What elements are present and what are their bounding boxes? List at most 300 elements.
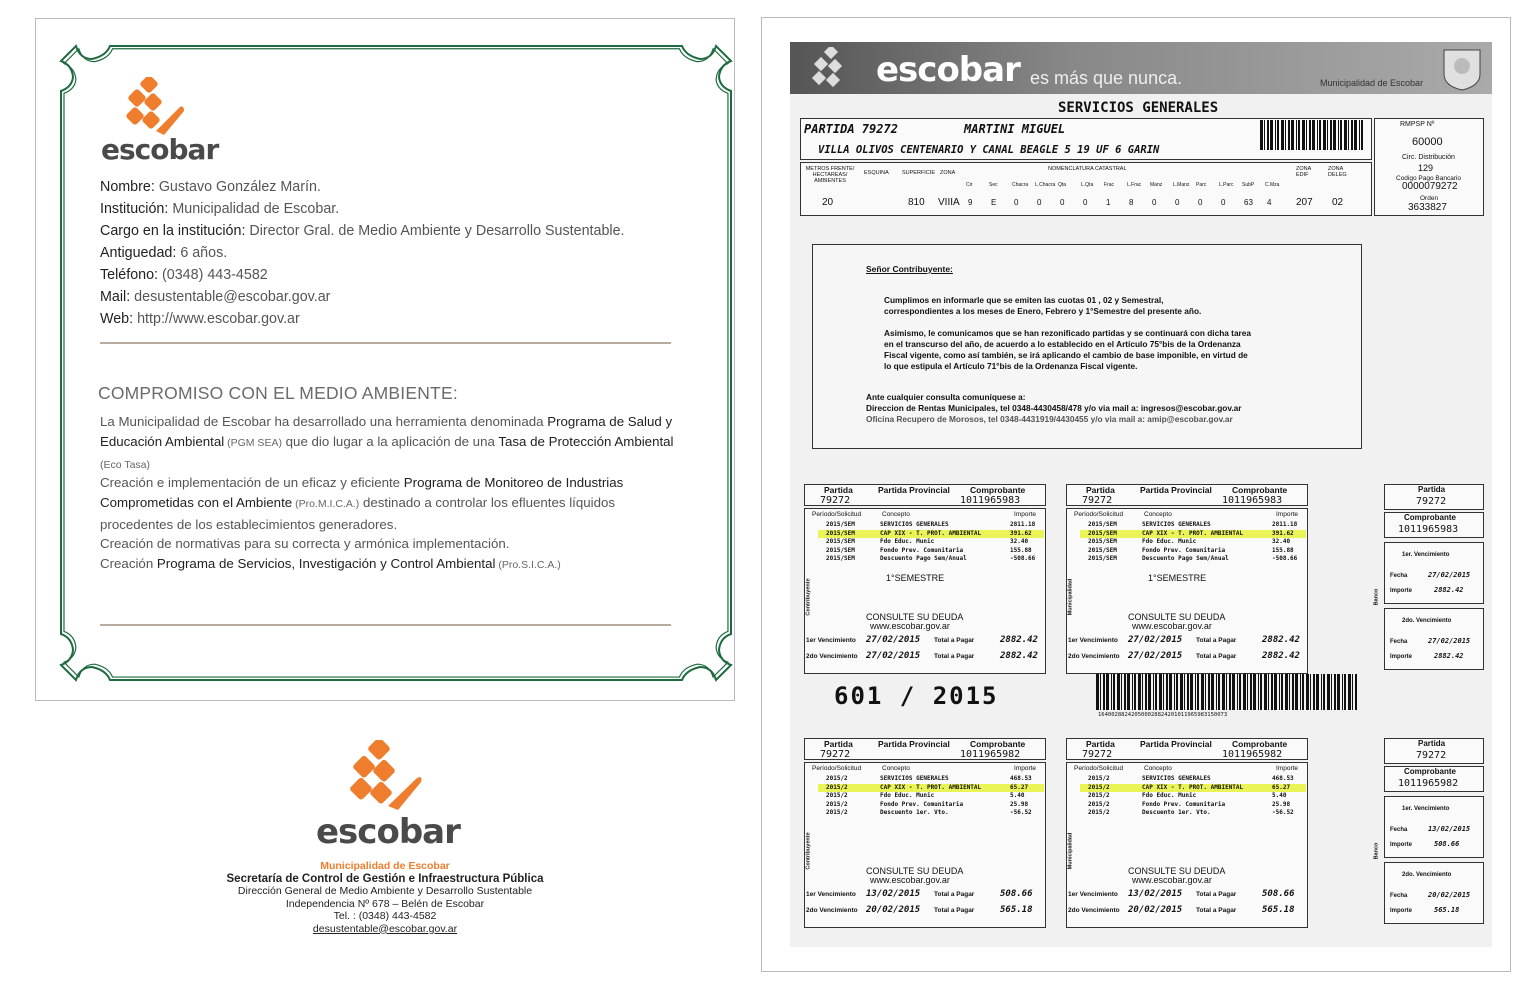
catastral-value: 0: [1221, 198, 1226, 207]
barcode-bar: [1247, 674, 1248, 710]
field-label: Web:: [100, 311, 134, 327]
notice-line: Cumplimos en informarle que se emiten las cuotas 01 , 02 y Semestral,: [884, 295, 1164, 305]
footer-email[interactable]: desustentable@escobar.gov.ar: [312, 922, 458, 935]
grid-header: SUPERFICIE: [902, 170, 936, 176]
codigo-value: 0000079272: [1402, 181, 1458, 192]
coupon-partida: 79272: [1082, 749, 1113, 760]
row-importe: 65.27: [1272, 783, 1291, 791]
barcode-bar: [1127, 674, 1130, 710]
barcode-bar: [1222, 674, 1225, 710]
stub-label: Fecha: [1390, 893, 1408, 899]
field-telefono: [100, 267, 268, 283]
coupon-label: Total a Pagar: [1196, 891, 1237, 898]
p1-tasa: Tasa de Protección Ambiental: [498, 434, 674, 450]
coupon-label: Período/Solicitud: [1074, 511, 1124, 518]
barcode-bar: [1166, 674, 1168, 710]
row-periodo: 2015/2: [1088, 792, 1110, 799]
coupon-label: Partida Provincial: [1140, 485, 1212, 495]
barcode-bar: [1281, 674, 1283, 710]
barcode-bar: [1337, 674, 1340, 710]
stub-label: Partida: [1418, 485, 1446, 494]
stub-v2-total: 565.18: [1434, 906, 1460, 914]
divider: [100, 624, 671, 626]
coupon-consulte: CONSULTE SU DEUDA: [866, 612, 964, 622]
stub-comprobante: 1011965982: [1398, 778, 1459, 789]
barcode-bar: [1229, 674, 1231, 710]
coupon-v1-date: 13/02/2015: [1128, 889, 1183, 899]
divider: [100, 342, 671, 344]
barcode-bar: [1264, 120, 1265, 150]
catastral-header: Manz: [1150, 182, 1163, 188]
field-label: Cargo en la institución:: [100, 223, 246, 239]
coupon-label: Partida Provincial: [1140, 739, 1212, 749]
coupon-side-label: Municipalidad: [1067, 832, 1074, 870]
field-value: Municipalidad de Escobar.: [172, 201, 340, 217]
coupon-v2-date: 20/02/2015: [1128, 905, 1183, 915]
row-concepto: SERVICIOS GENERALES: [1142, 775, 1211, 782]
row-periodo: 2015/SEM: [826, 555, 855, 562]
coupon-v1-date: 27/02/2015: [866, 635, 921, 645]
catastral-value: 8: [1129, 198, 1134, 207]
coupon-v2-date: 20/02/2015: [866, 905, 921, 915]
grid-header: ZONA DELEG: [1328, 166, 1347, 178]
barcode-bar: [1355, 674, 1357, 710]
grid-value: 20: [822, 197, 834, 208]
coupon-label: Concepto: [882, 511, 910, 518]
barcode-bar: [1260, 674, 1262, 710]
coupon-comprobante: 1011965982: [960, 749, 1021, 760]
bill-owner: MARTINI MIGUEL: [964, 122, 1066, 136]
barcode-bar: [1327, 120, 1328, 150]
catastral-value: 0: [1083, 198, 1088, 207]
row-concepto: CAP XIX - T. PROT. AMBIENTAL: [1142, 783, 1244, 791]
barcode-bar: [1211, 674, 1214, 710]
coupon-label: Total a Pagar: [1196, 653, 1237, 660]
barcode-bar: [1292, 674, 1294, 710]
zona-edif: 207: [1296, 197, 1313, 208]
catastral-header: Cir: [966, 182, 973, 188]
bill-barcode-main: [1096, 674, 1358, 712]
barcode-bar: [1348, 674, 1351, 710]
field-value: 6 años.: [180, 245, 228, 261]
barcode-bar: [1331, 674, 1332, 710]
coupon-label: 1er Vencimiento: [806, 637, 856, 644]
row-concepto: SERVICIOS GENERALES: [880, 521, 949, 528]
row-concepto: Descuento Pago Sem/Anual: [880, 555, 967, 562]
row-concepto: CAP XIX - T. PROT. AMBIENTAL: [880, 783, 982, 791]
catastral-header: Frac: [1104, 182, 1114, 188]
row-importe: 5.40: [1272, 792, 1287, 799]
catastral-value: E: [991, 198, 997, 207]
row-concepto: Fdo Educ. Munic: [1142, 538, 1197, 545]
coupon-v2-date: 27/02/2015: [866, 651, 921, 661]
circ-value: 129: [1418, 163, 1434, 173]
barcode-bar: [1226, 674, 1227, 710]
barcode-bar: [1359, 120, 1360, 150]
barcode-bar: [1195, 674, 1196, 710]
barcode-bar: [1142, 674, 1143, 710]
stub-label: 2do. Vencimiento: [1402, 872, 1452, 878]
row-periodo: 2015/SEM: [1088, 546, 1117, 554]
coupon-label: 2do Vencimiento: [806, 907, 858, 914]
barcode-bar: [1361, 120, 1363, 150]
row-concepto: SERVICIOS GENERALES: [1142, 521, 1211, 528]
coupon-v2-total: 2882.42: [1262, 651, 1300, 661]
row-periodo: 2015/SEM: [826, 538, 855, 545]
barcode-bar: [1148, 674, 1151, 710]
coupon-semestre: 1°SEMESTRE: [1148, 573, 1207, 583]
coupon-label: Importe: [1276, 511, 1299, 518]
bill-address: VILLA OLIVOS CENTENARIO Y CANAL BEAGLE 5 19 UF 6 GARIN: [818, 144, 1160, 156]
commitment-title: COMPROMISO CON EL MEDIO AMBIENTE:: [98, 383, 458, 403]
catastral-value: 0: [1060, 198, 1065, 207]
barcode-bar: [1279, 674, 1280, 710]
barcode-bar: [1319, 120, 1321, 150]
barcode-bar: [1277, 120, 1279, 150]
barcode-bar: [1138, 674, 1141, 710]
coupon-label: Período/Solicitud: [812, 511, 862, 518]
field-nombre: [100, 179, 321, 195]
p4-acronym: (Pro.S.I.C.A.): [495, 559, 561, 571]
row-concepto: Fondo Prev. Comunitaria: [1142, 546, 1226, 554]
coupon-v1-date: 27/02/2015: [1128, 635, 1183, 645]
row-importe: 32.40: [1010, 538, 1029, 545]
row-importe: 65.27: [1010, 783, 1029, 791]
row-importe: 155.88: [1272, 546, 1294, 554]
coupon-semestre: 1°SEMESTRE: [886, 573, 945, 583]
row-periodo: 2015/2: [1088, 783, 1110, 791]
barcode-bar: [1111, 674, 1112, 710]
notice-line: lo que estipula el Artículo 71°bis de la Ordenanza Fiscal vigente.: [884, 361, 1138, 371]
barcode-bar: [1121, 674, 1122, 710]
barcode-bar: [1275, 120, 1276, 150]
info-card: [35, 18, 735, 701]
stub-v1-date: 13/02/2015: [1428, 825, 1471, 833]
row-periodo: 2015/SEM: [826, 521, 855, 528]
row-importe: 2811.18: [1010, 521, 1036, 528]
catastral-value: 0: [1198, 198, 1203, 207]
notice-line: Direccion de Rentas Municipales, tel 0348-4430458/478 y/o via mail a: ingresos@escobar.gov.ar: [866, 403, 1242, 413]
field-mail: [100, 289, 330, 305]
catastral-header: SubP: [1242, 182, 1255, 188]
commitment-p4: [100, 554, 675, 575]
barcode-bar: [1342, 674, 1343, 710]
row-importe: -508.66: [1272, 555, 1298, 562]
stub-label: Fecha: [1390, 639, 1408, 645]
barcode-bar: [1163, 674, 1164, 710]
coupon-label: Concepto: [1144, 765, 1172, 772]
coupon-label: Comprobante: [970, 485, 1026, 495]
barcode-bar: [1309, 120, 1311, 150]
p2-text: Creación e implementación de un eficaz y eficiente: [100, 475, 404, 490]
grid-value: VIIIA: [938, 197, 960, 208]
barcode-bar: [1296, 120, 1297, 150]
barcode-bar: [1306, 674, 1309, 710]
bill-stamp: 601 / 2015: [834, 682, 999, 710]
coupon-v2-total: 565.18: [1000, 905, 1033, 915]
row-concepto: Descuento Pago Sem/Anual: [1142, 555, 1229, 562]
catastral-header: L.Chacra: [1035, 182, 1056, 188]
orden-label: Orden: [1420, 195, 1439, 202]
coupon-label: Comprobante: [1232, 485, 1288, 495]
barcode-bar: [1312, 120, 1315, 150]
p1-text: La Municipalidad de Escobar ha desarrollado una herramienta denominada: [100, 414, 548, 429]
coupon-label: 2do Vencimiento: [1068, 653, 1120, 660]
row-periodo: 2015/2: [826, 783, 848, 791]
stub-label: Importe: [1390, 654, 1413, 660]
stub-label: Importe: [1390, 842, 1413, 848]
field-value: Gustavo González Marín.: [158, 179, 321, 195]
stub-label: Fecha: [1390, 573, 1408, 579]
row-periodo: 2015/2: [826, 809, 848, 816]
catastral-value: 1: [1106, 198, 1111, 207]
stub-side-label: Banco: [1373, 842, 1380, 860]
stub-label: Importe: [1390, 588, 1413, 594]
coupon-label: Partida: [1086, 739, 1115, 749]
barcode-bar: [1180, 674, 1183, 710]
grid-value: 810: [908, 197, 925, 208]
bill-banner-right: Municipalidad de Escobar: [1320, 78, 1424, 88]
coupon-label: 1er Vencimiento: [1068, 891, 1118, 898]
bill-partida: PARTIDA 79272: [804, 122, 898, 136]
barcode-bar: [1250, 674, 1252, 710]
row-importe: -56.52: [1010, 809, 1032, 816]
coupon-label: Total a Pagar: [934, 653, 975, 660]
p2-acronym: (Pro.M.I.C.A.): [292, 498, 360, 511]
stub-label: Importe: [1390, 908, 1413, 914]
barcode-bar: [1267, 120, 1269, 150]
coupon-v1-total: 2882.42: [1262, 635, 1300, 645]
barcode-bar: [1205, 674, 1206, 710]
row-concepto: Fondo Prev. Comunitaria: [880, 546, 964, 554]
field-label: Antiguedad:: [100, 245, 177, 261]
p4-program: Programa de Servicios, Investigación y Control Ambiental: [156, 556, 496, 571]
row-importe: 32.40: [1272, 538, 1291, 545]
barcode-bar: [1208, 674, 1210, 710]
barcode-bar: [1310, 674, 1311, 710]
barcode-bar: [1285, 674, 1288, 710]
barcode-bar: [1264, 674, 1267, 710]
catastral-header: C.Mza: [1265, 182, 1280, 188]
barcode-bar: [1145, 674, 1147, 710]
catastral-header: Qta: [1058, 182, 1067, 188]
row-periodo: 2015/2: [1088, 809, 1110, 816]
coupon-label: Partida: [1086, 485, 1115, 495]
barcode-bar: [1338, 120, 1339, 150]
notice-line: Asimismo, le comunicamos que se han rezonificado partidas y se continuará con dicha tarea: [884, 328, 1252, 338]
field-web: [100, 311, 300, 327]
coupon-label: Total a Pagar: [934, 907, 975, 914]
barcode-bar: [1218, 674, 1220, 710]
circ-label: Circ. Distribución: [1402, 154, 1455, 161]
notice-line: correspondientes a los meses de Enero, Febrero y 1°Semestre del presente año.: [884, 306, 1202, 316]
barcode-bar: [1302, 674, 1304, 710]
grid-header: ZONA EDIF: [1296, 166, 1311, 178]
barcode-bar: [1253, 674, 1256, 710]
row-concepto: Fondo Prev. Comunitaria: [1142, 800, 1226, 808]
barcode-bar: [1289, 674, 1290, 710]
barcode-bar: [1260, 120, 1263, 150]
catastral-value: 0: [1014, 198, 1019, 207]
coupon-label: Partida: [824, 485, 853, 495]
coupon-label: 1er Vencimiento: [1068, 637, 1118, 644]
catastral-header: L.Qta: [1081, 182, 1094, 188]
coupon-label: 1er Vencimiento: [806, 891, 856, 898]
catastral-header: L.Manz: [1173, 182, 1190, 188]
barcode-bar: [1124, 674, 1126, 710]
grid-header: NOMENCLATURA CATASTRAL: [1048, 166, 1127, 172]
barcode-bar: [1132, 674, 1133, 710]
coupon-label: Total a Pagar: [934, 891, 975, 898]
catastral-value: 63: [1244, 198, 1253, 207]
barcode-bar: [1258, 674, 1259, 710]
bill-banner-brand: escobar: [876, 50, 1020, 90]
barcode-bar: [1100, 674, 1101, 710]
barcode-bar: [1274, 674, 1277, 710]
coupon-v2-date: 27/02/2015: [1128, 651, 1183, 661]
stub-partida: 79272: [1416, 496, 1447, 507]
barcode-bar: [1281, 120, 1284, 150]
row-periodo: 2015/2: [1088, 775, 1110, 782]
barcode-bar: [1155, 674, 1157, 710]
bill-scan: [790, 42, 1492, 947]
barcode-bar: [1103, 674, 1105, 710]
coupon-label: Importe: [1014, 511, 1037, 518]
barcode-bar: [1321, 674, 1322, 710]
catastral-header: L.Frac: [1127, 182, 1142, 188]
p1-acronym: (PGM SEA): [224, 437, 282, 450]
catastral-value: 0: [1175, 198, 1180, 207]
coupon-web: www.escobar.gov.ar: [1132, 621, 1212, 631]
barcode-bar: [1295, 674, 1298, 710]
coupon-web: www.escobar.gov.ar: [870, 621, 950, 631]
coupon-comprobante: 1011965983: [960, 495, 1021, 506]
grid-header: METROS FRENTE/ HECTAREAS/ AMBIENTES: [805, 166, 855, 184]
row-importe: 391.62: [1272, 529, 1294, 537]
p1-ecotasa: (Eco Tasa): [100, 458, 150, 471]
p2-text2: destinado a controlar los efluentes líquidos procedentes de los establecimientos generadores.: [100, 495, 616, 532]
row-importe: 468.53: [1272, 775, 1294, 782]
row-importe: 468.53: [1010, 775, 1032, 782]
field-value: (0348) 443-4582: [162, 267, 268, 283]
coupon-v1-total: 2882.42: [1000, 635, 1038, 645]
footer-street: Independencia Nº 678 – Belén de Escobar: [285, 897, 485, 910]
coupon-consulte: CONSULTE SU DEUDA: [1128, 612, 1226, 622]
field-institucion: [100, 201, 339, 217]
barcode-bar: [1354, 120, 1357, 150]
bill-banner-slogan: es más que nunca.: [1030, 68, 1183, 88]
coupon-partida: 79272: [820, 749, 851, 760]
footer-brand-text: escobar: [316, 812, 460, 852]
coupon-web: www.escobar.gov.ar: [870, 875, 950, 885]
row-periodo: 2015/SEM: [1088, 555, 1117, 562]
coupon-consulte: CONSULTE SU DEUDA: [866, 866, 964, 876]
row-importe: 25.98: [1272, 800, 1291, 808]
barcode-bar: [1237, 674, 1238, 710]
barcode-number: 164002882420500028824201011965983150073: [1098, 712, 1228, 718]
coupon-side-label: Contribuyente: [805, 832, 812, 870]
row-concepto: Descuento 1er. Vto.: [880, 809, 949, 816]
field-label: Mail:: [100, 289, 131, 305]
row-concepto: Fondo Prev. Comunitaria: [880, 800, 964, 808]
barcode-bar: [1153, 674, 1154, 710]
coupon-comprobante: 1011965983: [1222, 495, 1283, 506]
coupon-consulte: CONSULTE SU DEUDA: [1128, 866, 1226, 876]
field-value[interactable]: http://www.escobar.gov.ar: [137, 311, 300, 327]
footer-logo-icon: [343, 740, 425, 820]
barcode-bar: [1288, 120, 1290, 150]
coupon-label: Período/Solicitud: [1074, 765, 1124, 772]
barcode-bar: [1302, 120, 1305, 150]
coupon-comprobante: 1011965982: [1222, 749, 1283, 760]
barcode-bar: [1174, 674, 1175, 710]
barcode-bar: [1323, 120, 1326, 150]
row-importe: 391.62: [1010, 529, 1032, 537]
stub-label: 1er. Vencimiento: [1402, 552, 1450, 558]
p1-program: Programa de Salud y Educación Ambiental: [100, 414, 673, 450]
rmpsp-value: 60000: [1412, 136, 1443, 148]
coupon-label: Partida Provincial: [878, 739, 950, 749]
stub-v1-total: 508.66: [1434, 840, 1460, 848]
coupon-label: Importe: [1276, 765, 1299, 772]
barcode-bar: [1243, 674, 1246, 710]
barcode-bar: [1306, 120, 1307, 150]
bill-barcode-top: [1260, 120, 1368, 158]
grid-header: ZONA: [940, 170, 956, 176]
barcode-bar: [1291, 120, 1294, 150]
barcode-bar: [1333, 120, 1336, 150]
stub-side-label: Banco: [1373, 588, 1380, 606]
barcode-bar: [1327, 674, 1330, 710]
barcode-bar: [1187, 674, 1189, 710]
row-importe: -508.66: [1010, 555, 1036, 562]
barcode-bar: [1096, 674, 1099, 710]
row-importe: 2811.18: [1272, 521, 1298, 528]
notice-greeting: Señor Contribuyente:: [866, 264, 953, 274]
barcode-bar: [1352, 674, 1353, 710]
field-value[interactable]: desustentable@escobar.gov.ar: [134, 289, 331, 305]
row-periodo: 2015/SEM: [1088, 521, 1117, 528]
footer-direccion: Dirección General de Medio Ambiente y Desarrollo Sustentable: [237, 885, 533, 897]
bill-logo-icon: [808, 47, 856, 91]
barcode-bar: [1113, 674, 1115, 710]
row-concepto: Fdo Educ. Munic: [880, 792, 935, 799]
row-periodo: 2015/2: [826, 792, 848, 799]
row-importe: 155.88: [1010, 546, 1032, 554]
row-importe: 5.40: [1010, 792, 1025, 799]
p4-text: Creación: [100, 556, 157, 571]
barcode-bar: [1216, 674, 1217, 710]
coupon-label: Total a Pagar: [934, 637, 975, 644]
coupon-v1-total: 508.66: [1000, 889, 1033, 899]
coupon-label: 2do Vencimiento: [806, 653, 858, 660]
bill-panel: [761, 17, 1511, 972]
coupon-v1-date: 13/02/2015: [866, 889, 921, 899]
catastral-header: Sec: [989, 182, 998, 188]
coupon-label: Comprobante: [970, 739, 1026, 749]
field-antiguedad: [100, 245, 227, 261]
barcode-bar: [1268, 674, 1269, 710]
stub-label: 1er. Vencimiento: [1402, 806, 1450, 812]
stub-v2-total: 2882.42: [1434, 652, 1464, 660]
barcode-bar: [1176, 674, 1178, 710]
catastral-header: Chacra: [1012, 182, 1029, 188]
row-periodo: 2015/SEM: [1088, 538, 1117, 545]
commitment-p1: [100, 412, 675, 475]
row-periodo: 2015/SEM: [826, 529, 855, 537]
catastral-header: Parc: [1196, 182, 1207, 188]
coupon-label: Importe: [1014, 765, 1037, 772]
